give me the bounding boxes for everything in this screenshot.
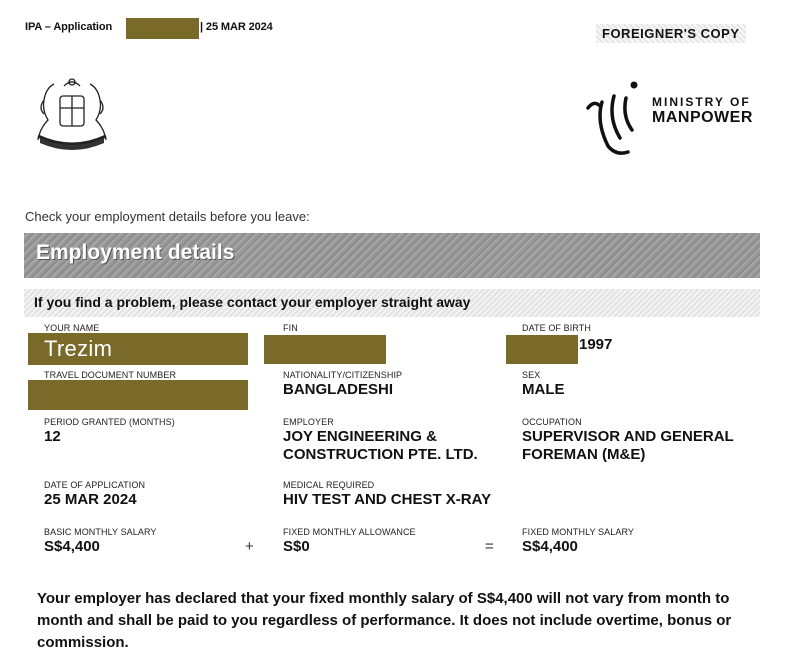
- value-employer-line2: CONSTRUCTION PTE. LTD.: [283, 446, 478, 463]
- value-occupation-line2: FOREMAN (M&E): [522, 446, 646, 463]
- label-basic-salary: BASIC MONTHLY SALARY: [44, 527, 157, 537]
- value-fixed-salary: S$4,400: [522, 538, 578, 555]
- ministry-line1: MINISTRY OF: [652, 95, 751, 109]
- value-your-name: Trezim: [44, 336, 113, 361]
- label-travel-document: TRAVEL DOCUMENT NUMBER: [44, 370, 177, 380]
- label-your-name: YOUR NAME: [44, 323, 100, 333]
- header-application-prefix: IPA – Application: [25, 21, 113, 33]
- redaction-dob: [506, 335, 578, 364]
- label-employer: EMPLOYER: [283, 417, 334, 427]
- label-fixed-salary: FIXED MONTHLY SALARY: [522, 527, 635, 537]
- intro-text: Check your employment details before you leave:: [25, 209, 310, 224]
- value-employer-line1: JOY ENGINEERING &: [283, 428, 437, 445]
- label-fin: FIN: [283, 323, 298, 333]
- ministry-line2: MANPOWER: [652, 109, 753, 126]
- section-subtitle: If you find a problem, please contact your employer straight away: [34, 294, 471, 310]
- value-date-of-application: 25 MAR 2024: [44, 491, 137, 508]
- label-occupation: OCCUPATION: [522, 417, 582, 427]
- section-subband: [24, 289, 760, 317]
- section-title: Employment details: [36, 241, 235, 264]
- declaration-line2: month and shall be paid to you regardless of performance. It does not include overtime, bonus or: [37, 612, 732, 629]
- redaction-application-number: [126, 18, 199, 39]
- value-period-granted: 12: [44, 428, 61, 445]
- label-date-of-application: DATE OF APPLICATION: [44, 480, 146, 490]
- value-nationality: BANGLADESHI: [283, 381, 394, 398]
- label-medical-required: MEDICAL REQUIRED: [283, 480, 375, 490]
- declaration-line1: Your employer has declared that your fixed monthly salary of S$4,400 will not vary from month to: [37, 590, 730, 607]
- mom-logo-icon: [580, 80, 650, 160]
- equals-sign: =: [485, 538, 494, 555]
- redaction-travel-document: [28, 380, 248, 410]
- plus-sign: +: [245, 538, 254, 555]
- value-basic-salary: S$4,400: [44, 538, 100, 555]
- label-date-of-birth: DATE OF BIRTH: [522, 323, 591, 333]
- label-sex: SEX: [522, 370, 541, 380]
- value-sex: MALE: [522, 381, 565, 398]
- foreigners-copy-label: FOREIGNER'S COPY: [596, 24, 746, 43]
- redaction-fin: [264, 335, 386, 364]
- header-date: | 25 MAR 2024: [200, 21, 273, 33]
- label-period-granted: PERIOD GRANTED (MONTHS): [44, 417, 175, 427]
- value-fixed-allowance: S$0: [283, 538, 310, 555]
- section-band: [24, 233, 760, 278]
- label-fixed-allowance: FIXED MONTHLY ALLOWANCE: [283, 527, 416, 537]
- label-nationality: NATIONALITY/CITIZENSHIP: [283, 370, 403, 380]
- value-dob-year: 1997: [579, 336, 613, 353]
- singapore-coat-of-arms-icon: [24, 74, 120, 154]
- declaration-line3: commission.: [37, 634, 129, 651]
- name-redaction-box: [28, 333, 248, 365]
- value-occupation-line1: SUPERVISOR AND GENERAL: [522, 428, 734, 445]
- value-medical-required: HIV TEST AND CHEST X-RAY: [283, 491, 492, 508]
